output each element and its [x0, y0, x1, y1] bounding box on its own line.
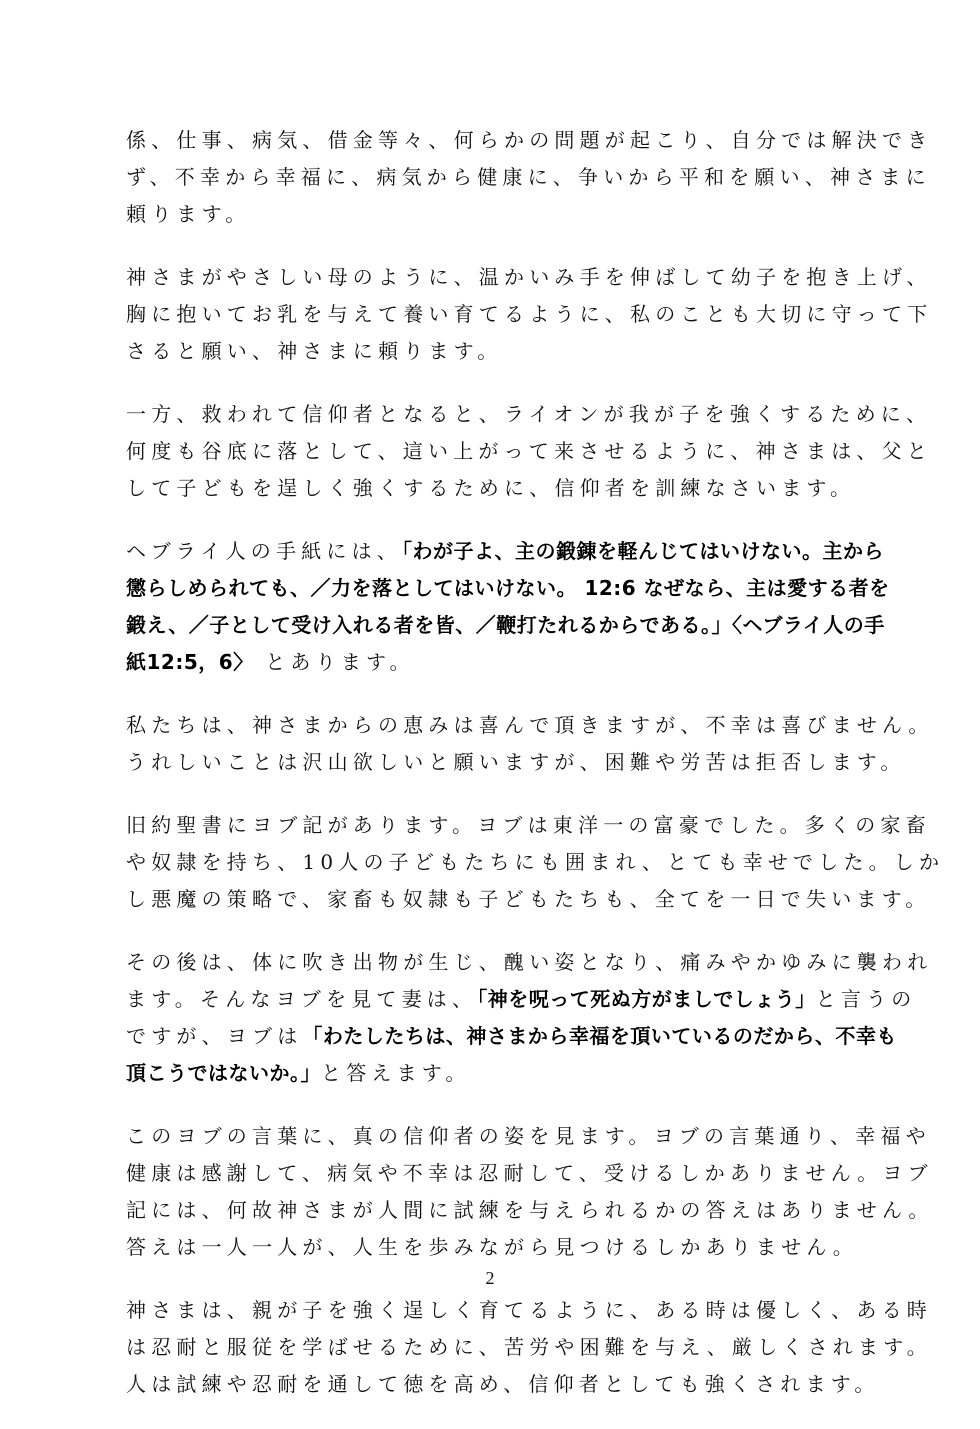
body-text: し悪魔の策略で、家畜も奴隷も子どもたちも、全てを一日で失います。 [126, 887, 931, 911]
text-line [126, 296, 933, 333]
body-text: とあります。 [253, 650, 415, 674]
body-text: 何度も谷底に落として、這い上がって来させるように、神さまは、父と [126, 439, 932, 463]
body-text: ヘブライ人の手紙には、 [126, 539, 402, 563]
bold-quote-text: 「神を呪って死ぬ方がましでしょう」 [477, 987, 816, 1011]
body-text: 答えは一人一人が、人生を歩みながら見つけるしかありません。 [126, 1235, 858, 1259]
body-text: 一方、救われて信仰者となると、ライオンが我が子を強くするために、 [126, 402, 932, 426]
body-text: さると願い、神さまに頼ります。 [126, 339, 503, 363]
text-line [126, 607, 885, 644]
body-text: 記には、何故神さまが人間に試練を与えられるかの答えはありません。 [126, 1198, 934, 1222]
text-line [126, 1192, 934, 1229]
text-line [126, 644, 866, 681]
text-line [126, 259, 932, 296]
bold-quote-text: 懲らしめられても、／力を落としてはいけない。 12:6 なぜなら、主は愛する者を [126, 576, 890, 600]
body-text: その後は、体に吹き出物が生じ、醜い姿となり、痛みやかゆみに襲われ [126, 950, 933, 974]
body-text: ず、不幸から幸福に、病気から健康に、争いから平和を願い、神さまに [126, 165, 931, 189]
text-line [126, 1329, 932, 1366]
page-number: 2 [485, 1268, 495, 1288]
document-body [126, 122, 945, 1429]
text-line [126, 1118, 931, 1155]
body-text: や奴隷を持ち、10人の子どもたちにも囲まれ、とても幸せでした。しか [126, 850, 945, 874]
body-text: うれしいことは沢山欲しいと願いますが、困難や労苦は拒否します。 [126, 750, 906, 774]
paragraph [126, 707, 934, 781]
body-text: このヨブの言葉に、真の信仰者の姿を見ます。ヨブの言葉通り、幸福や [126, 1124, 931, 1148]
paragraph [126, 807, 945, 918]
body-text: 健康は感謝して、病気や不幸は忍耐して、受けるしかありません。ヨブ [126, 1161, 933, 1185]
text-line [126, 1292, 932, 1329]
bold-quote-text: 鍛え、／子として受け入れる者を皆、／鞭打たれるからである。」〈ヘブライ人の手 [126, 613, 885, 637]
text-line [126, 1229, 866, 1266]
text-line [126, 433, 932, 470]
text-line [126, 396, 932, 433]
text-line [126, 159, 931, 196]
text-line [126, 570, 890, 607]
body-text: して子どもを逞しく強くするために、信仰者を訓練なさいます。 [126, 476, 856, 500]
text-line [126, 881, 931, 918]
text-line [126, 807, 931, 844]
paragraph [126, 122, 933, 233]
text-line [126, 333, 866, 370]
text-line [126, 533, 884, 570]
text-line [126, 122, 933, 159]
body-text: 係、仕事、病気、借金等々、何らかの問題が起こり、自分では解決でき [126, 128, 933, 152]
paragraph [126, 1118, 934, 1266]
text-line [126, 196, 866, 233]
bold-quote-text: 頂こうではないか。」 [126, 1061, 321, 1085]
body-text: 旧約聖書にヨブ記があります。ヨブは東洋一の富豪でした。多くの家畜 [126, 813, 931, 837]
text-line [126, 744, 906, 781]
body-text: 人は試練や忍耐を通して徳を高め、信仰者としても強くされます。 [126, 1372, 880, 1396]
body-text: と言うの [815, 987, 917, 1011]
text-line [126, 1155, 933, 1192]
body-text: 神さまは、親が子を強く逞しく育てるように、ある時は優しく、ある時 [126, 1298, 932, 1322]
bold-quote-text: 「わが子よ、主の鍛錬を軽んじてはいけない。主から [402, 539, 884, 563]
body-text: ですが、ヨブは [126, 1024, 303, 1048]
text-line [126, 470, 866, 507]
body-text: と答えます。 [321, 1061, 471, 1085]
paragraph [126, 259, 933, 370]
paragraph [126, 396, 932, 507]
text-line [126, 944, 933, 981]
bold-quote-text: 「わたしたちは、神さまから幸福を頂いているのだから、不幸も [302, 1024, 897, 1048]
paragraph [126, 533, 890, 681]
body-text: ます。そんなヨブを見て妻は、 [126, 987, 478, 1011]
text-line [126, 707, 934, 744]
text-line [126, 981, 917, 1018]
paragraph [126, 1292, 932, 1403]
bold-quote-text: 紙12:5，6〉 [126, 650, 254, 674]
text-line [126, 1018, 897, 1055]
paragraph [126, 944, 933, 1092]
body-text: 神さまがやさしい母のように、温かいみ手を伸ばして幼子を抱き上げ、 [126, 265, 932, 289]
body-text: 私たちは、神さまからの恵みは喜んで頂きますが、不幸は喜びません。 [126, 713, 934, 737]
body-text: は忍耐と服従を学ばせるために、苦労や困難を与え、厳しくされます。 [126, 1335, 932, 1359]
text-line [126, 1055, 866, 1092]
body-text: 頼ります。 [126, 202, 251, 226]
text-line [126, 844, 945, 881]
body-text: 胸に抱いてお乳を与えて養い育てるように、私のことも大切に守って下 [126, 302, 933, 326]
